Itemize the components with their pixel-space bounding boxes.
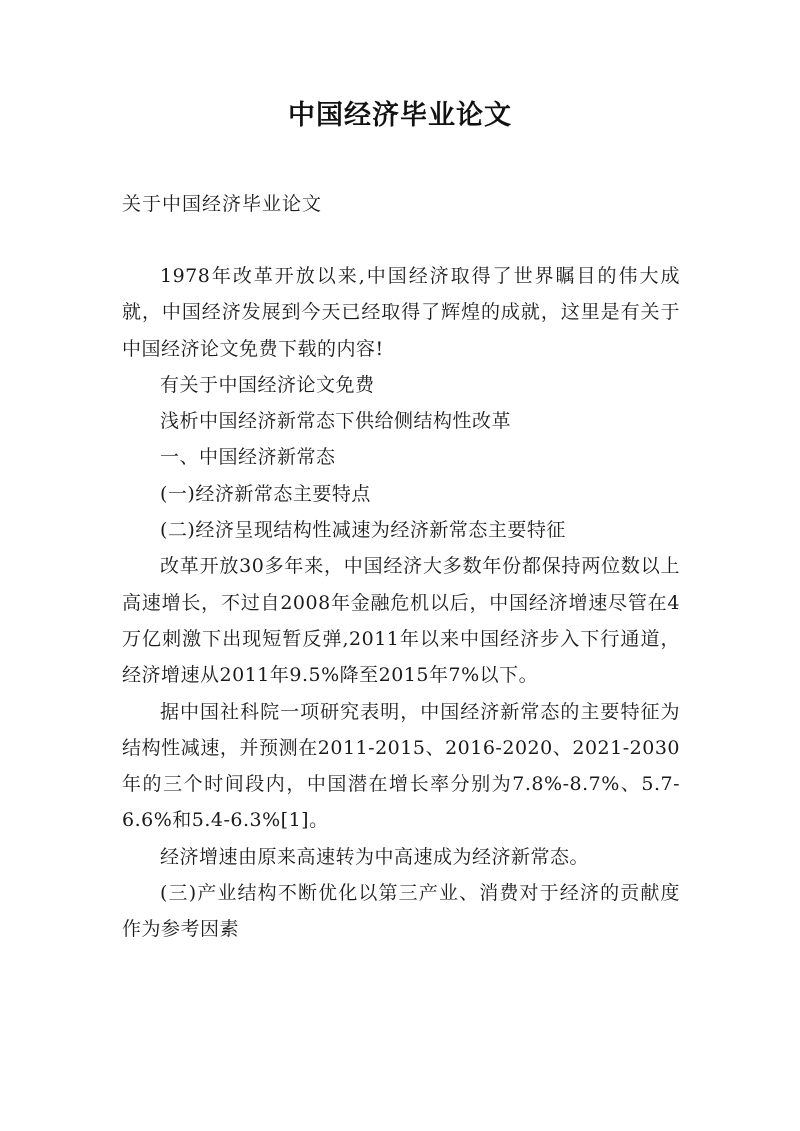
document-body <box>122 258 680 948</box>
paragraph-article-title: 浅析中国经济新常态下供给侧结构性改革 <box>160 410 512 433</box>
paragraph-heading-free: 有关于中国经济论文免费 <box>160 373 375 396</box>
paragraph-intro: 1978年改革开放以来,中国经济取得了世界瞩目的伟大成就，中国经济发展到今天已经取得了辉煌的成就，这里是有关于中国经济论文免费下载的内容! <box>122 265 680 360</box>
subsection-heading-3: (三)产业结构不断优化以第三产业、消费对于经济的贡献度作为参考因素 <box>122 882 680 941</box>
section-heading-1: 一、中国经济新常态 <box>160 446 336 469</box>
paragraph-cass-study: 据中国社科院一项研究表明，中国经济新常态的主要特征为结构性减速，并预测在2011-2015、2016-2020、2021-2030年的三个时间段内，中国潜在增长率分别为7.8%-8.7%、5.7-6.6%和5.4-6.3%[1]。 <box>122 700 680 832</box>
subsection-heading-1: (一)经济新常态主要特点 <box>160 482 371 505</box>
document-title: 中国经济毕业论文 <box>288 100 512 131</box>
document-subtitle: 关于中国经济毕业论文 <box>122 193 323 215</box>
subsection-heading-2: (二)经济呈现结构性减速为经济新常态主要特征 <box>160 519 566 542</box>
paragraph-new-normal: 经济增速由原来高速转为中高速成为经济新常态。 <box>160 845 590 868</box>
paragraph-growth: 改革开放30多年来，中国经济大多数年份都保持两位数以上高速增长，不过自2008年金融危机以后，中国经济增速尽管在4万亿刺激下出现短暂反弹,2011年以来中国经济步入下行通道，经济增速从2011年9.5%降至2015年7%以下。 <box>122 555 680 687</box>
